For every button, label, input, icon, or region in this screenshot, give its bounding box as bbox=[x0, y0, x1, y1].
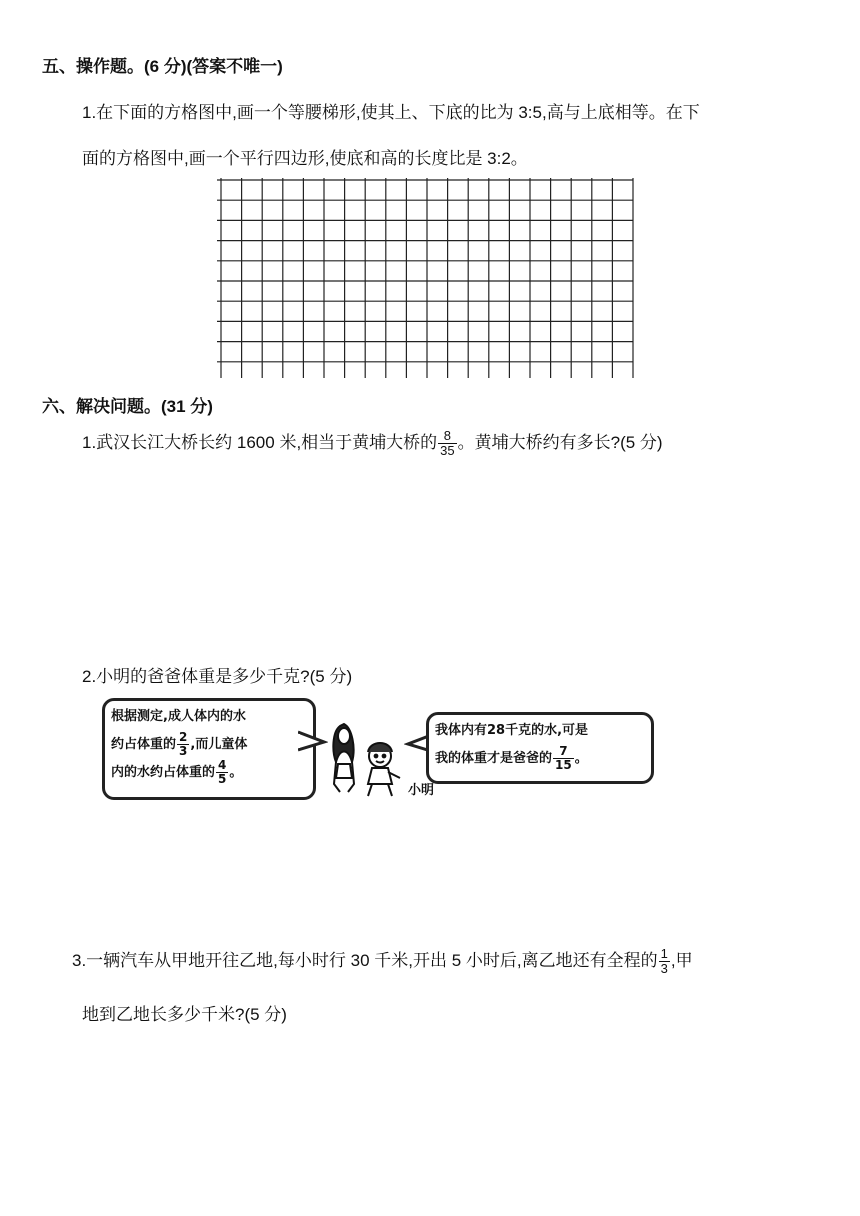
frac-denominator: 15 bbox=[555, 758, 572, 772]
section5-q1-line1: 1.在下面的方格图中,画一个等腰梯形,使其上、下底的比为 3:5,高与上底相等。在下 bbox=[82, 103, 700, 122]
frac-numerator: 7 bbox=[553, 745, 574, 759]
q1-text-pre: 1.武汉长江大桥长约 1600 米,相当于黄埔大桥的 bbox=[82, 433, 438, 452]
left-bubble-tail bbox=[298, 730, 328, 754]
cartoon-figures-illustration bbox=[326, 718, 410, 800]
section6-q1 bbox=[82, 428, 663, 458]
left-bubble-line3 bbox=[111, 759, 307, 787]
left-bubble-line3-pre: 内的水约占体重的 bbox=[111, 765, 216, 780]
child-figure bbox=[368, 743, 400, 796]
right-bubble-line2 bbox=[435, 745, 645, 773]
q3-text-post: ,甲 bbox=[670, 951, 693, 970]
left-bubble-line3-post: 。 bbox=[229, 765, 243, 780]
left-bubble-line2 bbox=[111, 731, 307, 759]
section5-q1-line2: 面的方格图中,画一个平行四边形,使底和高的长度比是 3:2。 bbox=[82, 149, 528, 168]
frac-numerator: 4 bbox=[218, 758, 227, 772]
left-bubble-frac-4-5 bbox=[216, 759, 228, 786]
q3-text-pre: 3.一辆汽车从甲地开往乙地,每小时行 30 千米,开出 5 小时后,离乙地还有全程的 bbox=[72, 951, 658, 970]
section6-q3-line2: 地到乙地长多少千米?(5 分) bbox=[82, 1005, 287, 1024]
q1-fraction bbox=[438, 429, 456, 458]
left-speech-bubble bbox=[102, 698, 316, 800]
adult-figure bbox=[333, 724, 354, 792]
frac-denominator: 5 bbox=[218, 772, 227, 786]
right-bubble-frac-7-15 bbox=[553, 745, 574, 772]
left-bubble-frac-2-3 bbox=[177, 731, 189, 758]
section5-title: 五、操作题。(6 分)(答案不唯一) bbox=[42, 57, 283, 76]
q3-frac-numerator: 1 bbox=[660, 946, 668, 962]
q1-text-post: 。黄埔大桥约有多长?(5 分) bbox=[457, 433, 663, 452]
q1-frac-denominator: 35 bbox=[440, 443, 455, 459]
section6-q3-line1 bbox=[72, 946, 693, 976]
left-bubble-line2-pre: 约占体重的 bbox=[111, 737, 177, 752]
right-bubble-line1: 我体内有28千克的水,可是 bbox=[435, 723, 589, 738]
frac-denominator: 3 bbox=[179, 744, 188, 758]
frac-numerator: 2 bbox=[179, 730, 188, 744]
xiaoming-label: 小明 bbox=[408, 783, 435, 798]
section6-title: 六、解决问题。(31 分) bbox=[42, 397, 213, 416]
q1-frac-numerator: 8 bbox=[438, 429, 456, 444]
section6-q2: 2.小明的爸爸体重是多少千克?(5 分) bbox=[82, 667, 353, 686]
right-bubble-line2-pre: 我的体重才是爸爸的 bbox=[435, 751, 553, 766]
right-bubble-line2-post: 。 bbox=[574, 751, 588, 766]
left-bubble-line2-post: ,而儿童体 bbox=[190, 737, 248, 752]
left-bubble-line1: 根据测定,成人体内的水 bbox=[111, 709, 246, 724]
square-grid bbox=[217, 178, 641, 378]
q3-frac-denominator: 3 bbox=[660, 961, 668, 977]
right-speech-bubble bbox=[426, 712, 654, 784]
q3-fraction bbox=[659, 947, 670, 976]
